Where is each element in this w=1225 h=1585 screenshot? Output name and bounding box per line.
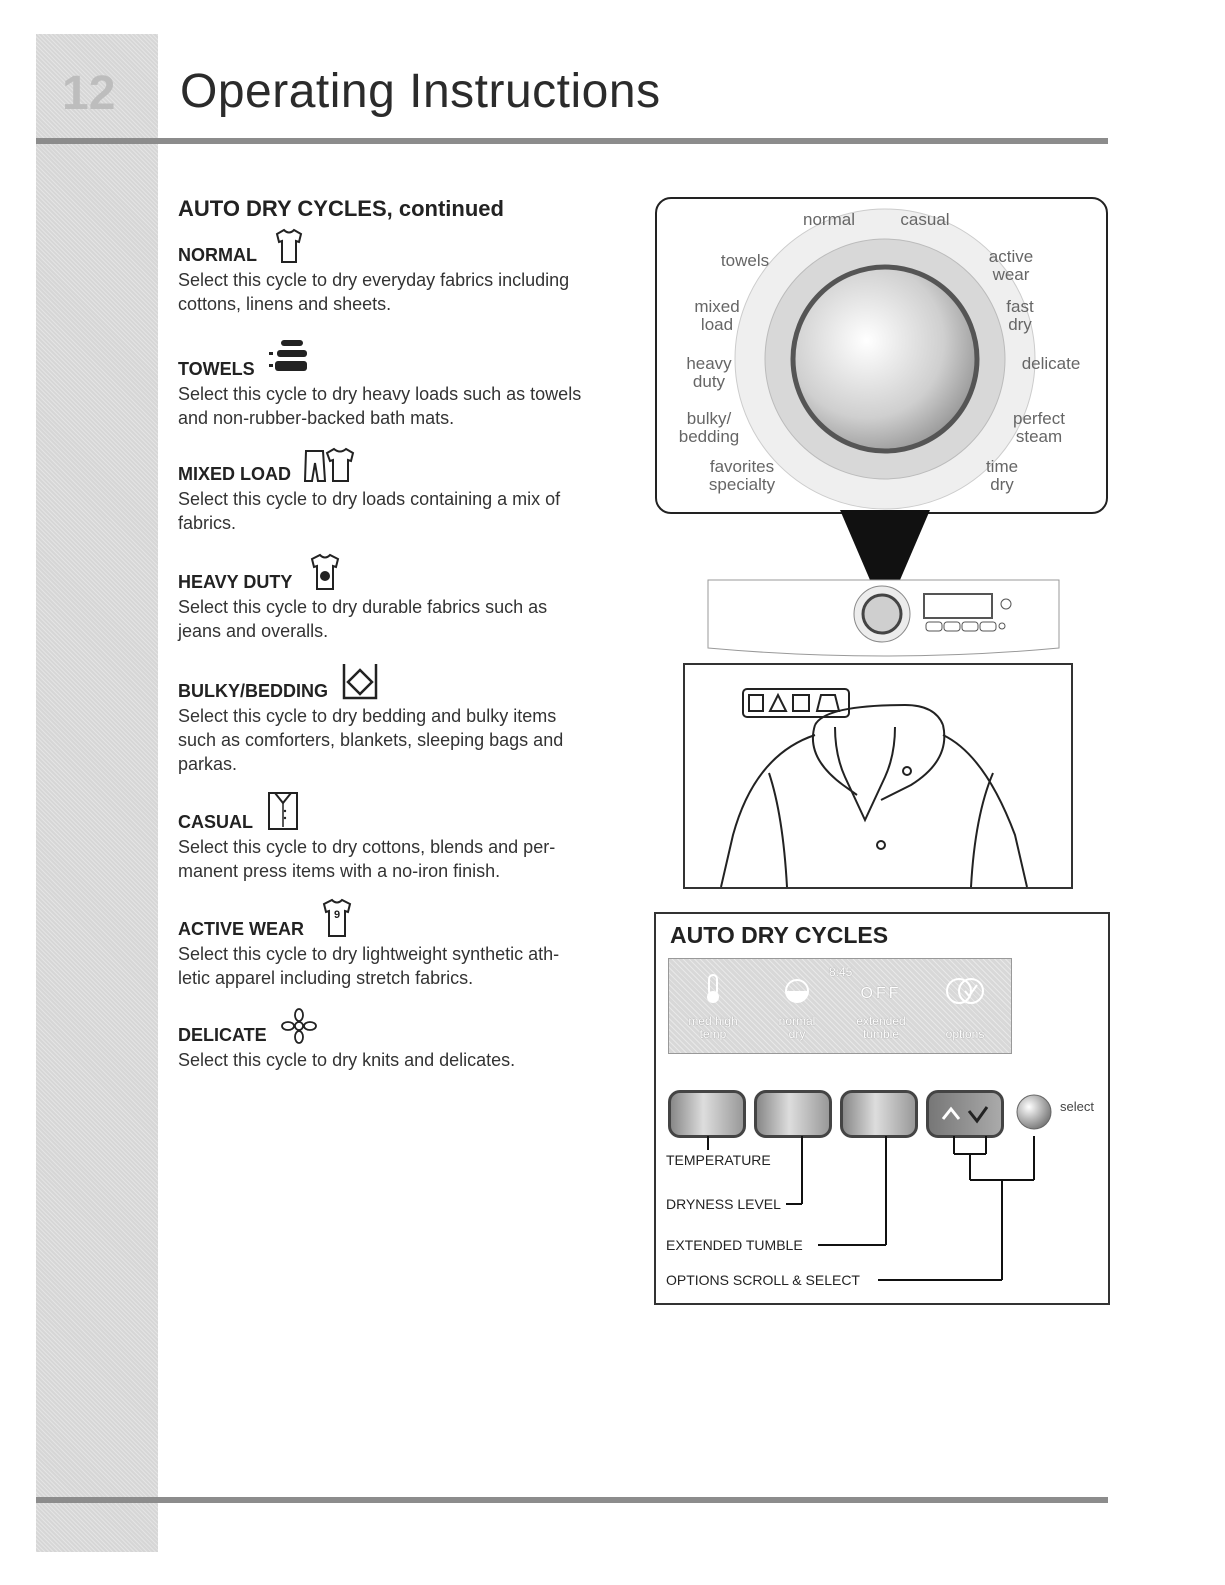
active-wear-icon	[316, 896, 358, 940]
cycle-desc-line: such as comforters, blankets, sleeping bags and	[178, 730, 564, 750]
cycle-name: DELICATE	[178, 1025, 267, 1045]
page-title: Operating Instructions	[180, 65, 661, 118]
display-time: 8:45	[829, 965, 853, 979]
callout-dryness-level: DRYNESS LEVEL	[666, 1196, 781, 1212]
cycle-active-wear	[178, 896, 648, 990]
cycle-desc-line: Select this cycle to dry knits and delicates.	[178, 1050, 516, 1070]
dial-label-line: mixed	[694, 297, 740, 316]
dial-label-line: bulky/	[686, 409, 732, 428]
cycle-normal	[178, 226, 648, 316]
dial-label-line: specialty	[708, 475, 776, 494]
cycle-mixed-load	[178, 445, 648, 535]
flower-icon	[279, 1006, 319, 1046]
dial-label-time-dry	[977, 458, 1027, 494]
cycle-towels	[178, 334, 648, 430]
cycle-desc-line: parkas.	[178, 754, 238, 774]
dial-label-line: dry	[1008, 315, 1032, 334]
display-tumble-value: OFF	[860, 985, 902, 1002]
cycle-desc-line: fabrics.	[178, 513, 237, 533]
cycle-desc-line: Select this cycle to dry lightweight synthetic ath-	[178, 944, 560, 964]
dial-label-towels: towels	[720, 251, 770, 270]
dryer-control-panel-illustration	[706, 578, 1061, 658]
dial-label-line: bedding	[678, 427, 740, 446]
side-strip	[36, 34, 158, 1552]
cycle-name: MIXED LOAD	[178, 464, 292, 484]
dial-label-line: steam	[1015, 427, 1063, 446]
cycle-name: HEAVY DUTY	[178, 572, 293, 592]
cycle-desc-line: Select this cycle to dry durable fabrics such as	[178, 597, 548, 617]
cycle-desc-line: cottons, linens and sheets.	[178, 294, 392, 314]
cycle-delicate	[178, 1006, 648, 1072]
dial-label-delicate: delicate	[1021, 354, 1081, 373]
dial-label-active-wear	[981, 248, 1041, 284]
callout-options-scroll-select: OPTIONS SCROLL & SELECT	[666, 1272, 860, 1288]
casual-shirt-icon	[265, 789, 301, 833]
display-temp-line: temp	[699, 1027, 727, 1041]
section-heading: AUTO DRY CYCLES, continued	[178, 196, 504, 221]
bedding-icon	[340, 660, 380, 702]
tshirt-icon	[269, 226, 309, 266]
dial-label-perfect-steam	[1003, 410, 1075, 446]
dial-label-favorites-specialty	[697, 458, 787, 494]
display-dry-line: normal	[778, 1014, 816, 1028]
display-temp-line: med high	[688, 1014, 738, 1028]
cycle-desc-line: Select this cycle to dry loads containing a mix of	[178, 489, 561, 509]
cycle-name: NORMAL	[178, 245, 257, 265]
cycle-casual	[178, 789, 648, 883]
display-dry-line: dry	[788, 1027, 806, 1041]
dial-label-line: fast	[1006, 297, 1034, 316]
towels-icon	[267, 334, 313, 380]
auto-dry-title: AUTO DRY CYCLES	[670, 922, 889, 948]
cycle-desc-line: Select this cycle to dry everyday fabrics including	[178, 270, 570, 290]
dial-label-mixed-load	[685, 298, 749, 334]
display-tumble-line: tumble	[862, 1027, 900, 1041]
cycle-bulky-bedding	[178, 660, 648, 776]
dial-label-line: duty	[692, 372, 726, 391]
cycle-name: TOWELS	[178, 359, 255, 379]
cycle-desc-line: Select this cycle to dry cottons, blends and per-	[178, 837, 556, 857]
bottom-rule	[36, 1497, 1108, 1503]
top-rule	[36, 138, 1108, 144]
mixed-load-icon	[303, 445, 363, 485]
cycle-dial-panel	[655, 197, 1108, 514]
cycle-desc-line: jeans and overalls.	[178, 621, 329, 641]
callout-extended-tumble: EXTENDED TUMBLE	[666, 1237, 803, 1253]
cycle-desc-line: Select this cycle to dry bedding and bulky items	[178, 706, 557, 726]
cycle-desc-line: manent press items with a no-iron finish.	[178, 861, 501, 881]
shirt-label-illustration	[683, 663, 1073, 889]
display-tumble-line: extended	[856, 1014, 906, 1028]
cycle-desc-line: letic apparel including stretch fabrics.	[178, 968, 474, 988]
cycle-name: BULKY/BEDDING	[178, 681, 329, 701]
dial-label-line: wear	[992, 265, 1030, 284]
cycle-name: CASUAL	[178, 812, 253, 832]
page-number: 12	[62, 67, 116, 120]
cycle-desc-line: and non-rubber-backed bath mats.	[178, 408, 455, 428]
cycle-name: ACTIVE WEAR	[178, 919, 304, 939]
dial-label-line: time	[985, 457, 1019, 476]
dial-label-line: favorites	[709, 457, 775, 476]
dial-label-line: active	[988, 247, 1034, 266]
cycle-heavy-duty	[178, 551, 648, 643]
dial-label-line: dry	[990, 475, 1014, 494]
svg-text:9: 9	[333, 909, 341, 921]
display-options-label: options	[945, 1027, 985, 1041]
auto-dry-cycles-panel	[654, 912, 1110, 1305]
select-label: select	[1060, 1099, 1094, 1114]
shirt-graphic	[685, 665, 1071, 887]
dial-label-line: perfect	[1013, 409, 1065, 428]
dial-label-fast-dry	[995, 298, 1045, 334]
dial-label-line: heavy	[686, 354, 732, 373]
heavy-duty-icon	[304, 551, 346, 593]
dial-label-heavy-duty	[679, 355, 739, 391]
callout-temperature: TEMPERATURE	[666, 1152, 771, 1168]
dial-label-bulky-bedding	[673, 410, 745, 446]
dial-label-normal: normal	[803, 210, 855, 229]
cycle-desc-line: Select this cycle to dry heavy loads such as towels	[178, 384, 582, 404]
dial-label-line: load	[700, 315, 734, 334]
dial-label-casual: casual	[900, 210, 950, 229]
